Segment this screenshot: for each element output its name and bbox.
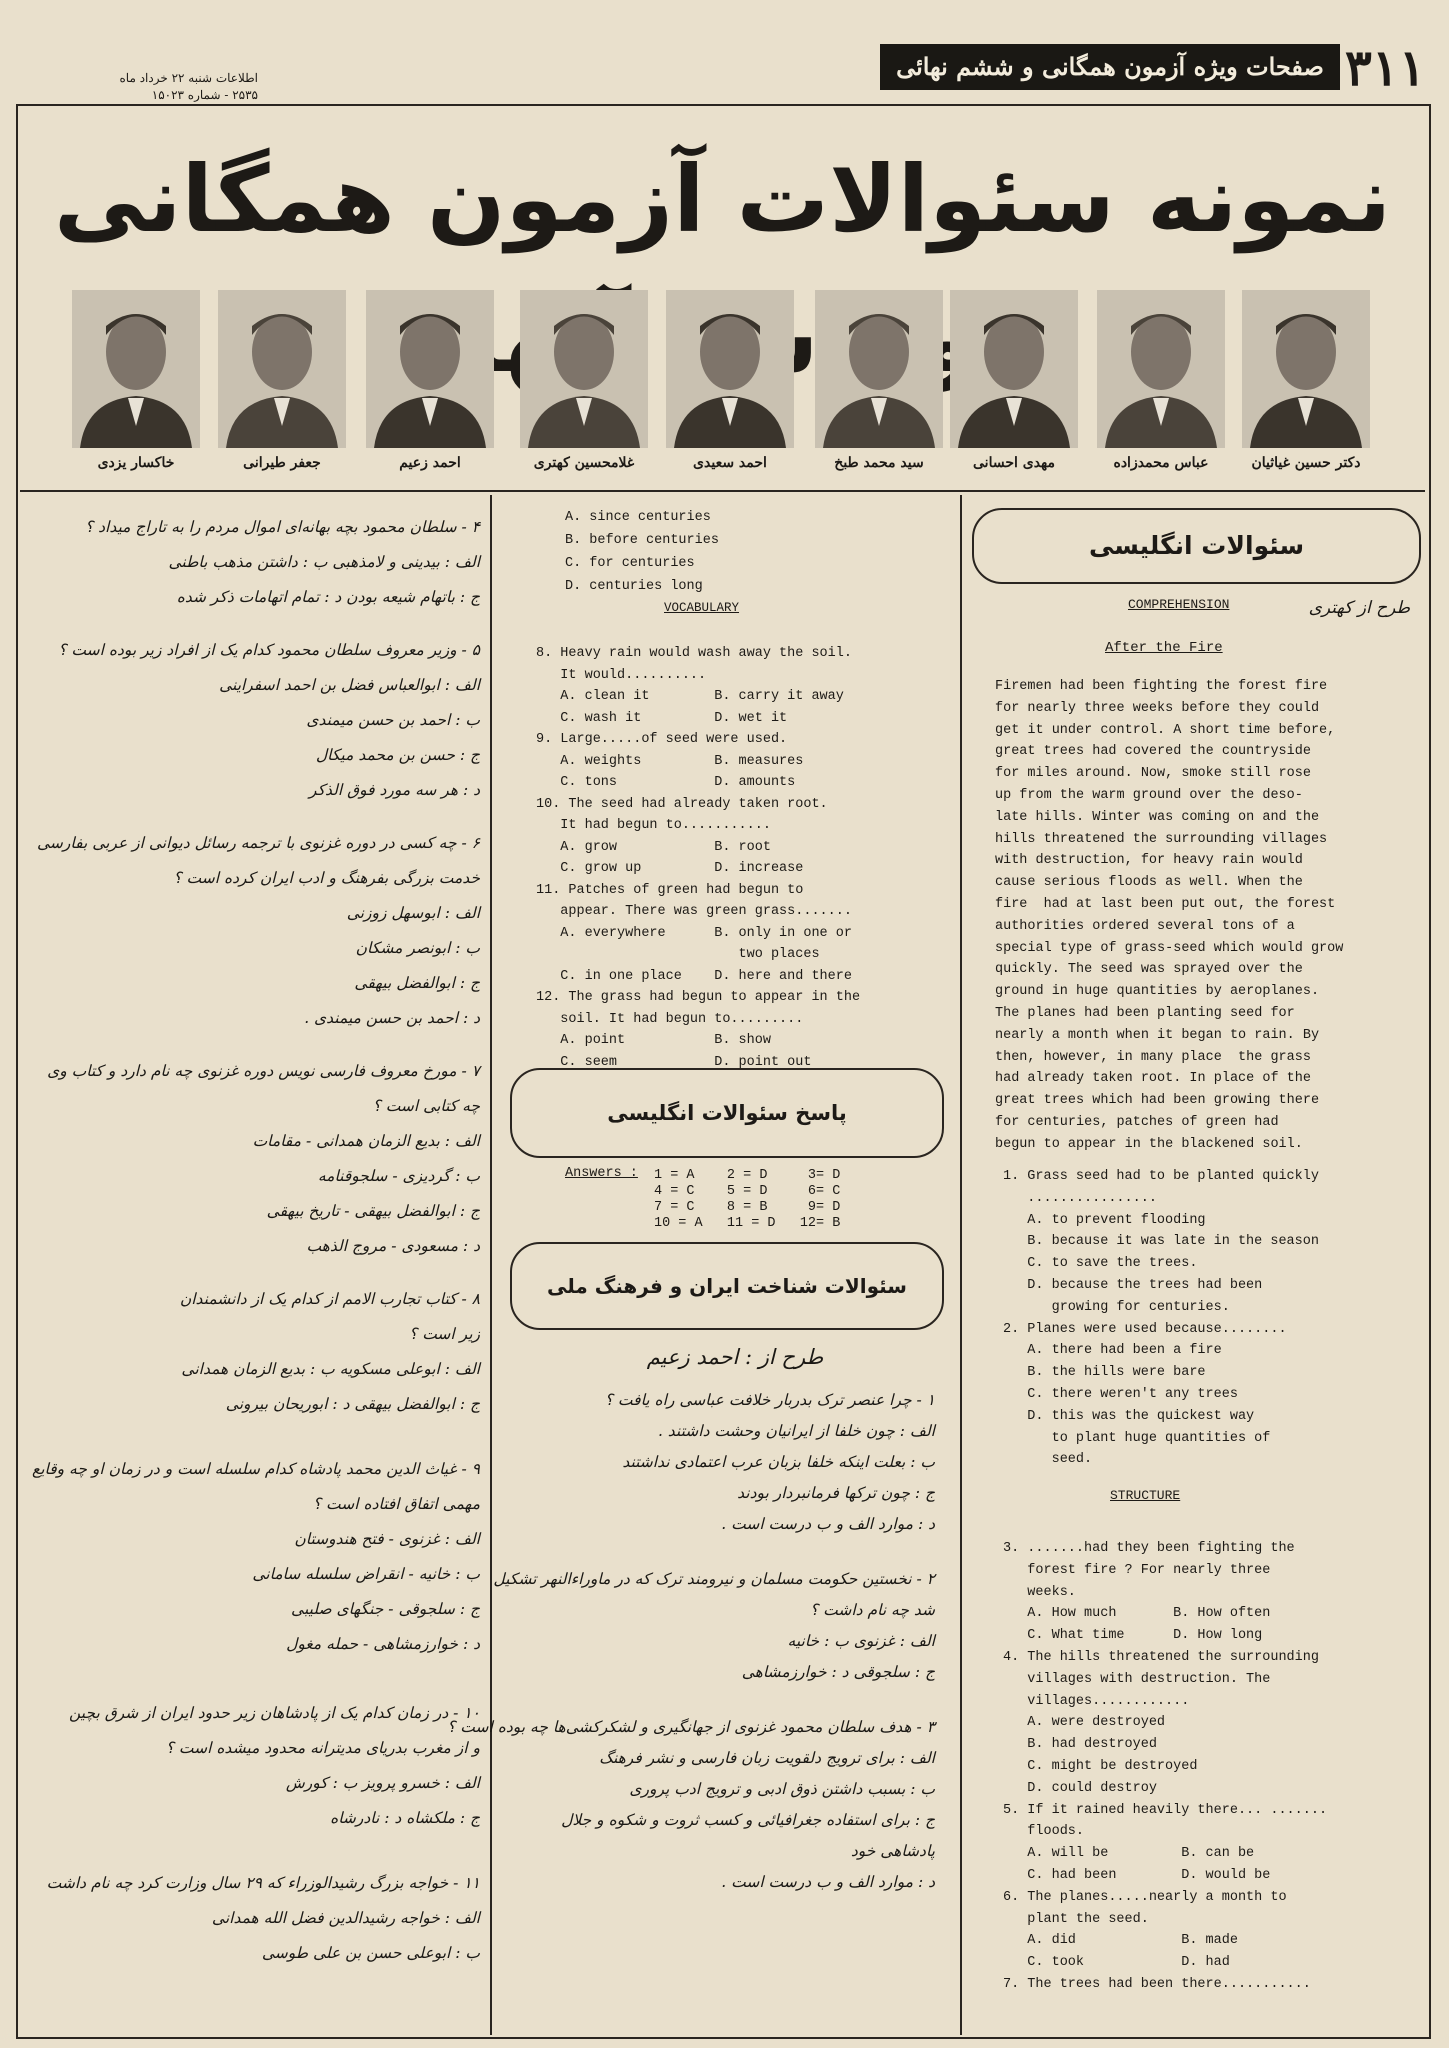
text-line: great trees which had been growing there bbox=[995, 1093, 1320, 1109]
question-line: الف : غزنوی - فتح هندوستان bbox=[294, 1530, 480, 1548]
question-line: الف : بدیع الزمان همدانی - مقامات bbox=[252, 1132, 480, 1150]
text-line: authorities ordered several tons of a bbox=[995, 918, 1295, 934]
iran-culture-heading: سئوالات شناخت ایران و فرهنگ ملی bbox=[510, 1242, 944, 1330]
text-line: 3. .......had they been fighting the bbox=[1003, 1541, 1295, 1556]
question-line: ۶ - چه کسی در دوره غزنوی با ترجمه رسائل دیوانی از عربی بفارسی bbox=[37, 834, 480, 852]
portrait-caption: دکتر حسین غیاثیان bbox=[1251, 455, 1361, 471]
text-line: A. grow B. root bbox=[536, 839, 771, 855]
portrait-caption: مهدی احسانی bbox=[973, 455, 1055, 471]
text-line: The planes had been planting seed for bbox=[995, 1005, 1295, 1021]
text-line: C. took D. had bbox=[1003, 1955, 1230, 1971]
question-line: ۸ - کتاب تجارب الامم از کدام یک از دانشمندان bbox=[179, 1290, 480, 1308]
text-line: villages............ bbox=[1003, 1693, 1190, 1709]
text-line: nearly a month when it began to rain. By bbox=[995, 1027, 1320, 1043]
portrait-photo bbox=[72, 290, 200, 448]
portrait-photo bbox=[1097, 290, 1225, 448]
text-line: C. grow up D. increase bbox=[536, 861, 804, 876]
text-line: A. will be B. can be bbox=[1003, 1846, 1255, 1862]
text-line: fire had at last been put out, the forest bbox=[995, 896, 1336, 912]
structure-heading: STRUCTURE bbox=[1110, 1488, 1181, 1503]
text-line: 1 = A 2 = D 3= D bbox=[654, 1168, 841, 1183]
text-line: 4. The hills threatened the surrounding bbox=[1003, 1649, 1319, 1665]
text-line: forest fire ? For nearly three bbox=[1003, 1562, 1271, 1578]
question-line: ب : بعلت اینکه خلفا بزبان عرب اعتمادی نداشتند bbox=[622, 1453, 935, 1471]
question-line: ۳ - هدف سلطان محمود غزنوی از جهانگیری و لشکرکشی‌ها چه بوده است ؟ bbox=[447, 1718, 935, 1736]
text-line: C. might be destroyed bbox=[1003, 1758, 1198, 1774]
portrait-photo bbox=[950, 290, 1078, 448]
text-line: It had begun to........... bbox=[536, 818, 771, 833]
text-line: quickly. The seed was sprayed over the bbox=[995, 962, 1303, 978]
issue-number: ۲۵۳۵ - شماره ۱۵۰۲۳ bbox=[151, 88, 258, 102]
question-line: ب : ابونصر مشکان bbox=[355, 939, 480, 957]
portrait-caption: عباس محمدزاده bbox=[1113, 455, 1209, 471]
question-line: ۵ - وزیر معروف سلطان محمود کدام یک از افراد زیر بوده است ؟ bbox=[58, 641, 480, 659]
column-divider-left bbox=[490, 495, 492, 2035]
portrait-divider bbox=[20, 490, 1425, 492]
text-line: C. What time D. How long bbox=[1003, 1628, 1263, 1644]
history-questions bbox=[31, 510, 480, 1971]
question-line: ج : ابوالفضل بیهقی د : ابوریحان بیرونی bbox=[225, 1395, 480, 1413]
text-line: 12. The grass had begun to appear in the bbox=[536, 990, 861, 1005]
text-line: A. clean it B. carry it away bbox=[536, 689, 844, 704]
question-line: ۹ - غیاث الدین محمد پادشاه کدام سلسله است و در زمان او چه وقایع bbox=[31, 1460, 480, 1478]
answers-label: Answers : bbox=[565, 1166, 638, 1181]
question-line: ج : سلجوقی - جنگهای صلیبی bbox=[291, 1600, 480, 1618]
text-line: C. wash it D. wet it bbox=[536, 710, 788, 726]
text-line: A. since centuries bbox=[565, 510, 711, 525]
text-line: for nearly three weeks before they could bbox=[995, 700, 1320, 716]
question-line: ۱۰ - در زمان کدام یک از پادشاهان زیر حدود ایران از شرق بچین bbox=[68, 1704, 480, 1722]
question-line: ۲ - نخستین حکومت مسلمان و نیرومند ترک که در ماوراءالنهر تشکیل bbox=[493, 1570, 935, 1588]
question-line: الف : خسرو پرویز ب : کورش bbox=[285, 1774, 480, 1792]
question-line: د : هر سه مورد فوق الذکر bbox=[309, 781, 480, 799]
iran-designer-credit: طرح از : احمد زعیم bbox=[646, 1345, 824, 1369]
portrait-caption: احمد زعیم bbox=[399, 455, 461, 471]
portrait-photo bbox=[218, 290, 346, 448]
text-line: to plant huge quantities of bbox=[1003, 1430, 1271, 1446]
text-line: 2. Planes were used because........ bbox=[1003, 1321, 1287, 1337]
section-band-title: صفحات ویژه آزمون همگانی و ششم نهائی bbox=[880, 44, 1340, 90]
text-line: A. everywhere B. only in one or bbox=[536, 925, 852, 941]
question-line: ج : حسن بن محمد میکال bbox=[315, 746, 480, 764]
text-line: growing for centuries. bbox=[1003, 1299, 1230, 1315]
text-line: 10. The seed had already taken root. bbox=[536, 796, 828, 812]
text-line: A. How much B. How often bbox=[1003, 1606, 1271, 1622]
portrait-caption: احمد سعیدی bbox=[693, 455, 767, 471]
text-line: A. were destroyed bbox=[1003, 1715, 1166, 1731]
text-line: B. because it was late in the season bbox=[1003, 1234, 1319, 1250]
question-line: مهمی اتفاق افتاده است ؟ bbox=[312, 1495, 480, 1513]
text-line: ................ bbox=[1003, 1190, 1157, 1206]
text-line: D. because the trees had been bbox=[1003, 1277, 1263, 1293]
text-line: C. to save the trees. bbox=[1003, 1256, 1198, 1272]
person-silhouette-icon bbox=[666, 290, 794, 448]
text-line: B. before centuries bbox=[565, 533, 719, 548]
text-line: B. had destroyed bbox=[1003, 1737, 1157, 1753]
column-divider-right bbox=[960, 495, 962, 2035]
text-line: appear. There was green grass....... bbox=[536, 904, 852, 919]
vocabulary-heading: VOCABULARY bbox=[664, 601, 740, 615]
answer-key bbox=[654, 1168, 840, 1232]
text-line: had already taken root. In place of the bbox=[995, 1071, 1311, 1087]
question-line: ج : ملکشاه د : نادرشاه bbox=[330, 1809, 480, 1827]
question-line: الف : ابوسهل زوزنی bbox=[346, 904, 480, 922]
person-silhouette-icon bbox=[1242, 290, 1370, 448]
text-line: A. weights B. measures bbox=[536, 753, 804, 769]
text-line: then, however, in many place the grass bbox=[995, 1049, 1311, 1065]
text-line: C. for centuries bbox=[565, 556, 695, 571]
text-line: soil. It had begun to......... bbox=[536, 1011, 804, 1027]
text-line: floods. bbox=[1003, 1824, 1085, 1840]
person-silhouette-icon bbox=[950, 290, 1078, 448]
question-line: پادشاهی خود bbox=[850, 1842, 935, 1860]
person-silhouette-icon bbox=[1097, 290, 1225, 448]
text-line: begun to appear in the blackened soil. bbox=[995, 1136, 1303, 1152]
iran-culture-questions bbox=[447, 1385, 935, 1898]
text-line: get it under control. A short time before, bbox=[995, 722, 1336, 738]
text-line: A. did B. made bbox=[1003, 1933, 1238, 1949]
portrait-photo bbox=[815, 290, 943, 448]
text-line: A. there had been a fire bbox=[1003, 1343, 1222, 1359]
person-silhouette-icon bbox=[218, 290, 346, 448]
text-line: 6. The planes.....nearly a month to bbox=[1003, 1889, 1287, 1905]
question-line: ۱۱ - خواجه بزرگ رشیدالوزراء که ۲۹ سال وزارت کرد چه نام داشت bbox=[46, 1874, 480, 1892]
person-silhouette-icon bbox=[72, 290, 200, 448]
text-line: up from the warm ground over the deso- bbox=[995, 787, 1303, 803]
question-line: ۷ - مورخ معروف فارسی نویس دوره غزنوی چه نام دارد و کتاب وی bbox=[47, 1062, 480, 1080]
text-line: hills threatened the surrounding villages bbox=[995, 831, 1328, 847]
text-line: 4 = C 5 = D 6= C bbox=[654, 1184, 841, 1199]
text-line: Firemen had been fighting the forest fire bbox=[995, 679, 1328, 694]
text-line: C. had been D. would be bbox=[1003, 1867, 1271, 1883]
question-line: چه کتابی است ؟ bbox=[372, 1097, 480, 1115]
issue-date: اطلاعات شنبه ۲۲ خرداد ماه bbox=[119, 71, 258, 85]
text-line: 8. Heavy rain would wash away the soil. bbox=[536, 646, 852, 661]
question-line: ب : بسبب داشتن ذوق ادبی و ترویج ادب پروری bbox=[629, 1780, 935, 1798]
question-line: ج : چون ترکها فرمانبردار بودند bbox=[737, 1484, 935, 1502]
question-line: الف : خواجه رشیدالدین فضل الله همدانی bbox=[211, 1909, 480, 1927]
comprehension-heading: COMPREHENSION bbox=[1128, 597, 1230, 612]
question-line: د : خوارزمشاهی - حمله مغول bbox=[286, 1635, 480, 1653]
portrait-caption: جعفر طیرانی bbox=[243, 455, 321, 471]
question-line: ۴ - سلطان محمود بچه بهانه‌ای اموال مردم را به تاراج میداد ؟ bbox=[84, 518, 480, 536]
text-line: D. this was the quickest way bbox=[1003, 1408, 1255, 1424]
question-line: الف : ابوعلی مسکویه ب : بدیع الزمان همدانی bbox=[181, 1360, 480, 1378]
question-line: ۱ - چرا عنصر ترک بدربار خلافت عباسی راه یافت ؟ bbox=[604, 1391, 935, 1409]
text-line: two places bbox=[536, 947, 820, 962]
person-silhouette-icon bbox=[520, 290, 648, 448]
question-7-options bbox=[565, 506, 719, 598]
english-designer-credit: طرح از کهتری bbox=[1308, 598, 1410, 618]
portrait-photo bbox=[520, 290, 648, 448]
text-line: seed. bbox=[1003, 1452, 1093, 1468]
question-line: د : احمد بن حسن میمندی . bbox=[304, 1009, 480, 1027]
portrait-photo bbox=[366, 290, 494, 448]
page-number: ۳۱۱ bbox=[1345, 38, 1426, 97]
portrait-caption: غلامحسین کهتری bbox=[533, 455, 635, 471]
question-line: شد چه نام داشت ؟ bbox=[810, 1601, 935, 1619]
question-line: الف : غزنوی ب : خانیه bbox=[787, 1632, 935, 1650]
portrait-photo bbox=[1242, 290, 1370, 448]
structure-questions bbox=[1003, 1538, 1327, 1996]
passage-text bbox=[995, 676, 1343, 1156]
question-line: الف : بیدینی و لامذهبی ب : داشتن مذهب باطنی bbox=[168, 553, 480, 571]
question-line: و از مغرب بدریای مدیترانه محدود میشده است ؟ bbox=[165, 1739, 480, 1757]
vocabulary-questions bbox=[536, 643, 860, 1073]
passage-title: After the Fire bbox=[1105, 640, 1223, 656]
text-line: plant the seed. bbox=[1003, 1911, 1149, 1927]
text-line: weeks. bbox=[1003, 1584, 1076, 1600]
question-line: د : موارد الف و ب درست است . bbox=[721, 1873, 935, 1891]
text-line: D. centuries long bbox=[565, 579, 703, 594]
question-line: ج : باتهام شیعه بودن د : تمام اتهامات ذکر شده bbox=[176, 588, 480, 606]
text-line: 10 = A 11 = D 12= B bbox=[654, 1216, 841, 1231]
text-line: villages with destruction. The bbox=[1003, 1671, 1271, 1687]
text-line: A. point B. show bbox=[536, 1033, 771, 1048]
text-line: ground in huge quantities by aeroplanes. bbox=[995, 984, 1320, 1000]
portrait-caption: سید محمد طبخ bbox=[834, 455, 924, 471]
question-line: الف : برای ترویج دلقویت زبان فارسی و نشر فرهنگ bbox=[599, 1749, 935, 1767]
text-line: for miles around. Now, smoke still rose bbox=[995, 766, 1311, 782]
text-line: 5. If it rained heavily there... ....... bbox=[1003, 1802, 1328, 1818]
question-line: ج : سلجوقی د : خوارزمشاهی bbox=[741, 1663, 935, 1681]
english-questions-heading: سئوالات انگلیسی bbox=[972, 508, 1421, 584]
text-line: 9. Large.....of seed were used. bbox=[536, 732, 788, 747]
question-line: ب : خانیه - انقراض سلسله سامانی bbox=[252, 1565, 480, 1583]
text-line: C. there weren't any trees bbox=[1003, 1386, 1238, 1402]
text-line: 11. Patches of green had begun to bbox=[536, 882, 804, 898]
question-line: ج : برای استفاده جغرافیائی و کسب ثروت و شکوه و جلال bbox=[561, 1811, 935, 1829]
question-line: ج : ابوالفضل بیهقی - تاریخ بیهقی bbox=[266, 1202, 480, 1220]
text-line: B. the hills were bare bbox=[1003, 1365, 1206, 1381]
text-line: C. in one place D. here and there bbox=[536, 968, 852, 984]
text-line: A. to prevent flooding bbox=[1003, 1212, 1206, 1228]
english-answers-heading: پاسخ سئوالات انگلیسی bbox=[510, 1068, 944, 1158]
main-headline: نمونه سئوالات آزمون همگانی و bbox=[53, 146, 1392, 393]
text-line: C. seem D. point out bbox=[536, 1054, 812, 1070]
question-line: د : موارد الف و ب درست است . bbox=[721, 1515, 935, 1533]
question-line: خدمت بزرگی بفرهنگ و ادب ایران کرده است ؟ bbox=[173, 869, 480, 887]
person-silhouette-icon bbox=[815, 290, 943, 448]
question-line: ب : گردیزی - سلجوقنامه bbox=[317, 1167, 480, 1185]
person-silhouette-icon bbox=[366, 290, 494, 448]
text-line: cause serious floods as well. When the bbox=[995, 875, 1303, 891]
text-line: It would.......... bbox=[536, 667, 707, 683]
portrait-photo bbox=[666, 290, 794, 448]
question-line: د : مسعودی - مروج الذهب bbox=[306, 1237, 480, 1255]
question-line: ب : احمد بن حسن میمندی bbox=[306, 711, 480, 729]
text-line: C. tons D. amounts bbox=[536, 775, 796, 790]
issue-meta bbox=[18, 70, 258, 104]
text-line: for centuries, patches of green had bbox=[995, 1114, 1279, 1130]
text-line: 1. Grass seed had to be planted quickly bbox=[1003, 1169, 1319, 1184]
text-line: great trees had covered the countryside bbox=[995, 744, 1311, 760]
text-line: with destruction, for heavy rain would bbox=[995, 853, 1303, 869]
question-line: ب : ابوعلی حسن بن علی طوسی bbox=[261, 1944, 480, 1962]
comprehension-questions bbox=[1003, 1166, 1319, 1471]
text-line: D. could destroy bbox=[1003, 1780, 1157, 1796]
question-line: الف : ابوالعباس فضل بن احمد اسفراینی bbox=[219, 676, 480, 694]
text-line: 7 = C 8 = B 9= D bbox=[654, 1200, 841, 1215]
text-line: late hills. Winter was coming on and the bbox=[995, 809, 1320, 825]
portrait-caption: خاکسار یزدی bbox=[97, 455, 175, 471]
question-line: الف : چون خلفا از ایرانیان وحشت داشتند . bbox=[657, 1422, 935, 1440]
question-line: زیر است ؟ bbox=[409, 1325, 480, 1343]
text-line: 7. The trees had been there........... bbox=[1003, 1976, 1311, 1992]
question-line: ج : ابوالفضل بیهقی bbox=[354, 974, 480, 992]
text-line: special type of grass-seed which would grow bbox=[995, 940, 1344, 956]
